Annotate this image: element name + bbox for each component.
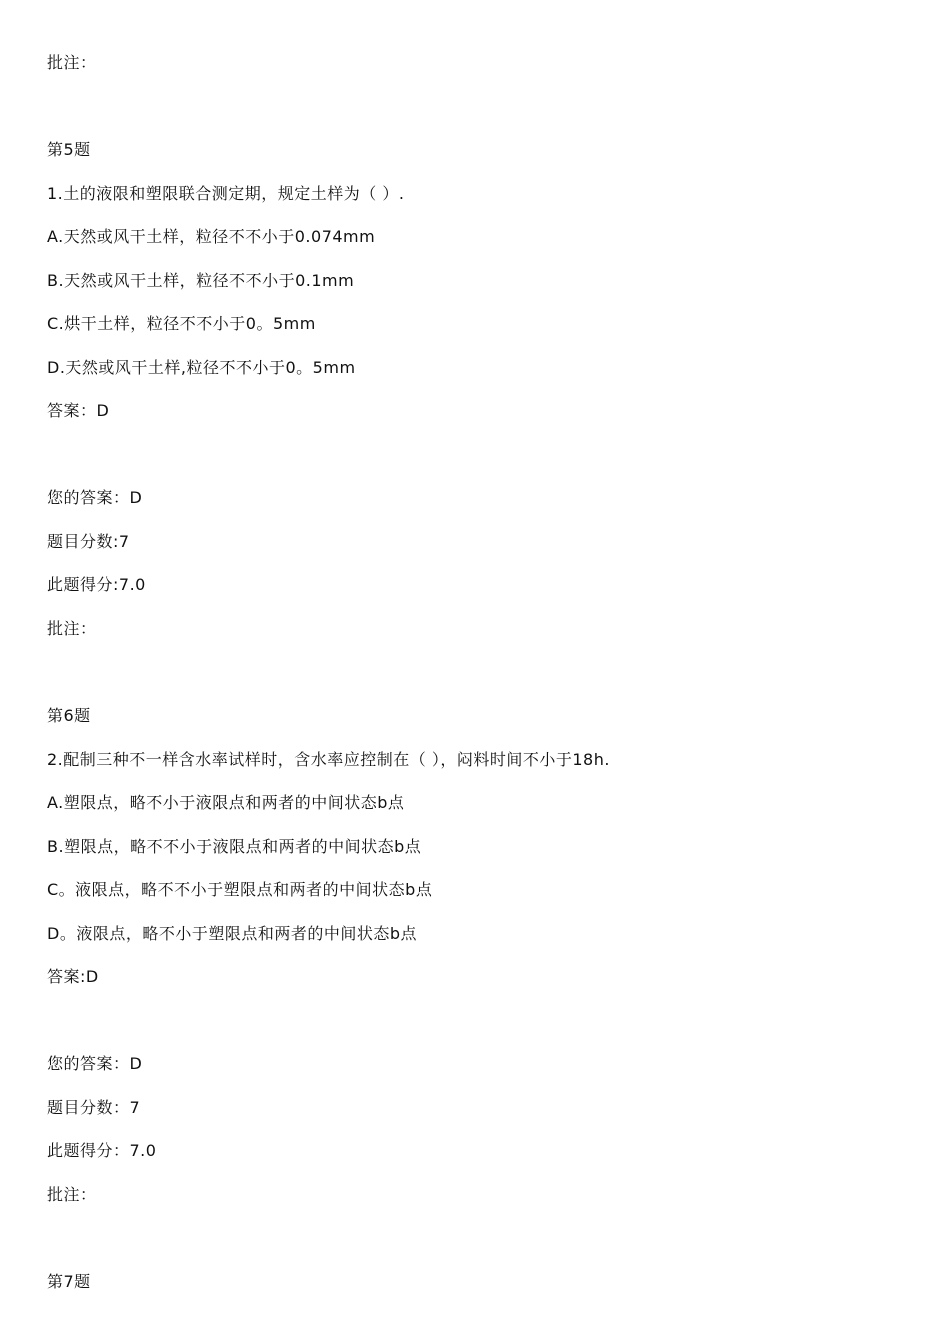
option-b: B.塑限点，略不不小于液限点和两者的中间状态b点 bbox=[47, 837, 422, 856]
option-c: C.烘干土样，粒径不不小于0。5mm bbox=[47, 314, 316, 333]
option-a: A.塑限点，略不小于液限点和两者的中间状态b点 bbox=[47, 793, 405, 812]
your-answer: 您的答案：D bbox=[47, 1054, 143, 1073]
option-d: D。液限点，略不小于塑限点和两者的中间状态b点 bbox=[47, 924, 417, 943]
annotation-label: 批注： bbox=[47, 1185, 97, 1204]
option-a: A.天然或风干土样，粒径不不小于0.074mm bbox=[47, 227, 376, 246]
option-c: C。液限点，略不不小于塑限点和两者的中间状态b点 bbox=[47, 880, 433, 899]
annotation-label: 批注： bbox=[47, 619, 97, 638]
question-text: 1.土的液限和塑限联合测定期，规定土样为（ ）. bbox=[47, 184, 405, 203]
question-number: 第7题 bbox=[47, 1272, 91, 1291]
your-answer: 您的答案：D bbox=[47, 488, 143, 507]
question-score: 题目分数：7 bbox=[47, 1098, 141, 1117]
option-d: D.天然或风干土样,粒径不不小于0。5mm bbox=[47, 358, 356, 377]
question-number: 第6题 bbox=[47, 706, 91, 725]
earned-score: 此题得分：7.0 bbox=[47, 1141, 157, 1160]
answer: 答案：D bbox=[47, 401, 110, 420]
annotation-label: 批注： bbox=[47, 53, 97, 72]
question-number: 第5题 bbox=[47, 140, 91, 159]
question-score: 题目分数:7 bbox=[47, 532, 130, 551]
option-b: B.天然或风干土样，粒径不不小于0.1mm bbox=[47, 271, 355, 290]
question-text: 2.配制三种不一样含水率试样时，含水率应控制在（ ），闷料时间不小于18h. bbox=[47, 750, 610, 769]
earned-score: 此题得分:7.0 bbox=[47, 575, 146, 594]
answer: 答案:D bbox=[47, 967, 99, 986]
